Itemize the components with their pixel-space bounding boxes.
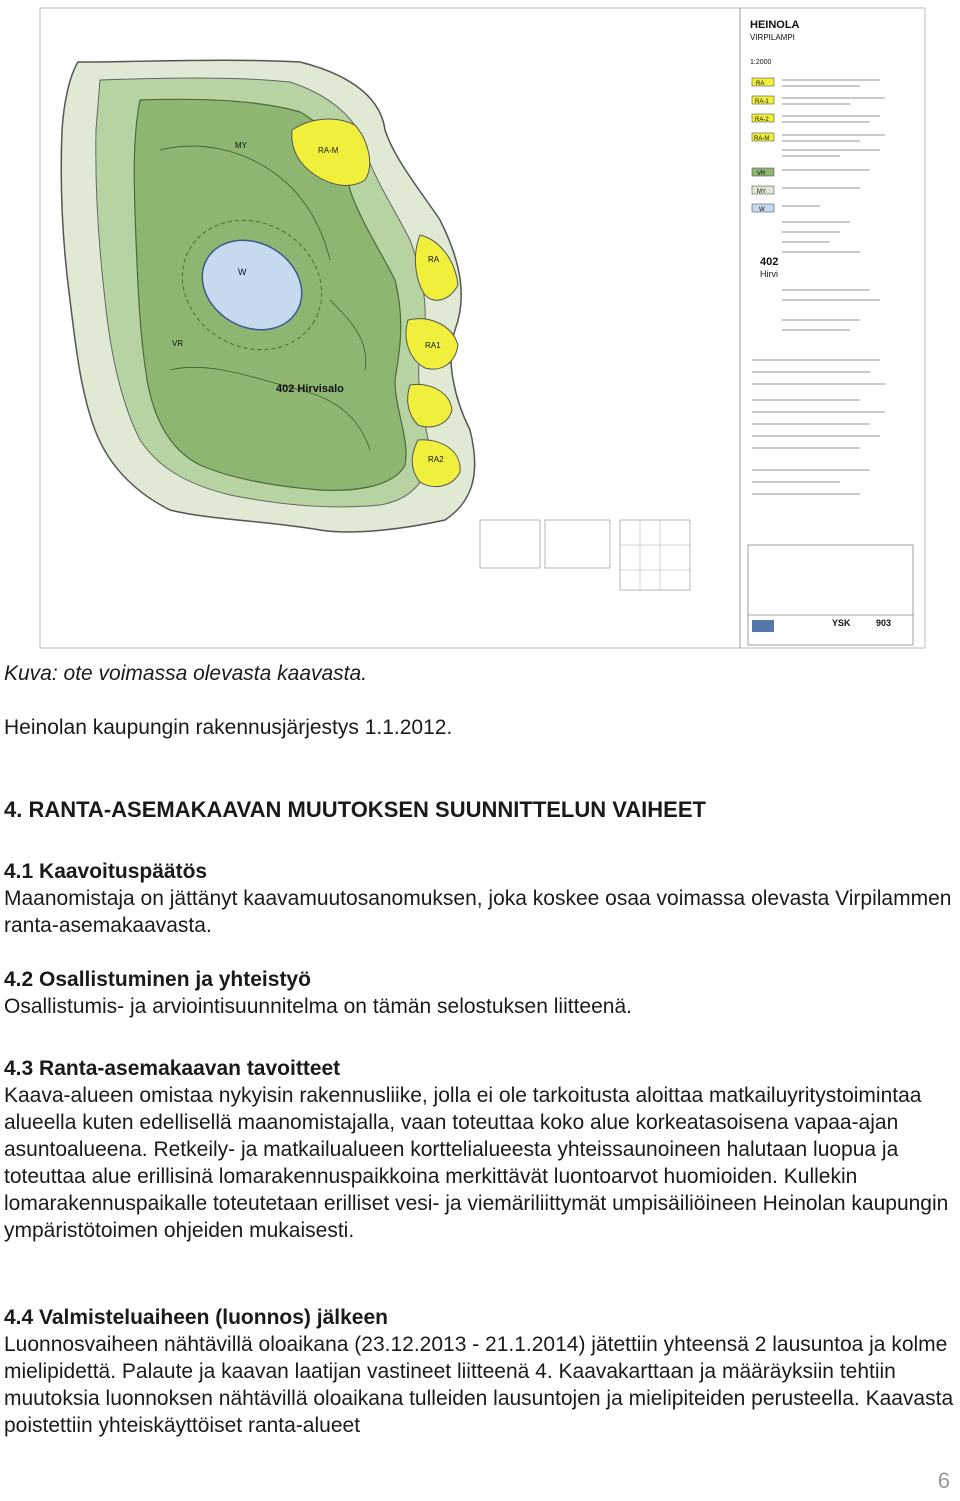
section-4-4-body: Luonnosvaiheen nähtävillä oloaikana (23.12.2013 - 21.1.2014) jätettiin yhteensä 2 lausuntoa ja kolme mielipidettä. Palaute ja kaavan laatijan vastineet liitteenä 4. Kaavakarttaan ja määräyksiin tehtiin muutoksia luonnoksen nähtävillä oloaikana tulleiden lausuntojen ja mielipiteiden perusteella. Kaavasta poistettiin yhteiskäyttöiset ranta-alueet <box>4 1333 954 1437</box>
section-4-3 <box>4 1055 956 1244</box>
legend-code-vr: VR <box>757 171 766 177</box>
grid-box <box>620 520 690 590</box>
company-code: YSK <box>832 618 851 628</box>
figure-caption: Kuva: ote voimassa olevasta kaavasta. <box>4 662 368 685</box>
zone-label-ra-m: RA-M <box>318 146 339 155</box>
island-name-label: 402 Hirvisalo <box>276 383 344 395</box>
section-4-4 <box>4 1304 956 1439</box>
legend-scale: 1:2000 <box>750 59 772 66</box>
section-4-1 <box>4 858 956 939</box>
legend-code-ra2: RA-2 <box>755 117 769 123</box>
legend-code-ra: RA <box>756 81 765 87</box>
legend-parcel-name: Hirvi <box>760 269 778 279</box>
zoning-map <box>0 0 960 650</box>
zone-label-my: MY <box>235 141 247 150</box>
section-4-1-title: 4.1 Kaavoituspäätös <box>4 860 208 883</box>
page-number: 6 <box>937 1468 950 1493</box>
source-note: Heinolan kaupungin rakennusjärjestys 1.1.2012. <box>4 716 453 739</box>
legend-title: HEINOLA <box>750 19 800 31</box>
legend-code-my: MY <box>757 189 766 195</box>
section-4-2-body: Osallistumis- ja arviointisuunnitelma on tämän selostuksen liitteenä. <box>4 995 632 1018</box>
section-4-1-body: Maanomistaja on jättänyt kaavamuutosanomuksen, joka koskee osaa voimassa olevasta Virpilammen ranta-asemakaavasta. <box>4 887 952 937</box>
section-4-4-title: 4.4 Valmisteluaiheen (luonnos) jälkeen <box>4 1306 388 1329</box>
lake-label: W <box>238 267 247 277</box>
zone-label-ra: RA <box>428 255 440 264</box>
zoning-map-figure <box>0 0 960 650</box>
zone-label-vr: VR <box>172 339 184 348</box>
legend-code-ra1: RA-1 <box>755 99 769 105</box>
section-4-2 <box>4 966 956 1020</box>
info-box <box>545 520 610 568</box>
legend-code-w: W <box>759 207 765 213</box>
legend-subtitle: VIRPILAMPI <box>750 33 795 42</box>
section-4-heading: 4. RANTA-ASEMAKAAVAN MUUTOKSEN SUUNNITTELUN VAIHEET <box>4 797 706 822</box>
info-box <box>480 520 540 568</box>
section-4-3-title: 4.3 Ranta-asemakaavan tavoitteet <box>4 1057 341 1080</box>
section-4-2-title: 4.2 Osallistuminen ja yhteistyö <box>4 968 311 991</box>
section-4-3-body: Kaava-alueen omistaa nykyisin rakennusliike, jolla ei ole tarkoitusta aloittaa matkailuyritystoimintaa alueella kuten edellisellä maanomistajalla, vaan toteuttaa koko alue korkeatasoisena vapaa-ajan asuntoalueena. Retkeily- ja matkailualueen korttelialueesta yhteissaunoineen halutaan luopua ja toteuttaa alue erillisinä lomarakennuspaikkoina merkittävät luontoarvot huomioiden. Kullekin lomarakennuspaikalle toteutetaan erilliset vesi- ja viemäriliittymät umpisäiliöineen Heinolan kaupungin ympäristötoimen ohjeiden mukaisesti. <box>4 1084 949 1242</box>
company-logo <box>752 620 774 632</box>
legend-parcel-number: 402 <box>760 256 779 268</box>
drawing-number: 903 <box>876 618 892 628</box>
zone-label-ra2: RA2 <box>428 455 444 464</box>
zone-label-ra1: RA1 <box>425 341 441 350</box>
legend-code-ra-m: RA-M <box>754 136 770 142</box>
